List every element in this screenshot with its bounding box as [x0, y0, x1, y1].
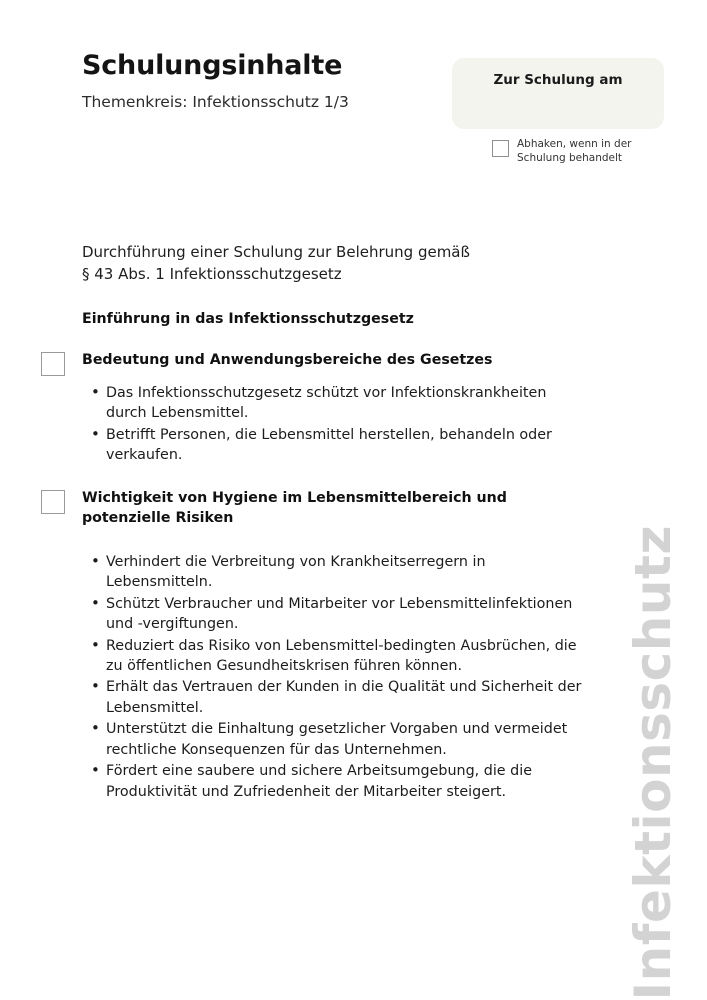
topic-bullets-2	[82, 552, 602, 802]
list-item: • Fördert eine saubere und sichere Arbeitsumgebung, die die Produktivität und Zufriedenheit der Mitarbeiter steigert.	[106, 761, 586, 802]
topic-checkbox-2[interactable]	[41, 490, 65, 514]
list-item: • Reduziert das Risiko von Lebensmittel-bedingten Ausbrüchen, die zu öffentlichen Gesundheitskrisen führen können.	[106, 636, 586, 677]
intro-line-2: § 43 Abs. 1 Infektionsschutzgesetz	[82, 264, 342, 283]
abhaken-checkbox[interactable]	[492, 140, 509, 157]
training-date-label: Zur Schulung am	[493, 72, 623, 88]
page-title: Schulungsinhalte	[82, 50, 343, 81]
intro-paragraph	[82, 242, 602, 286]
topic-block-1	[82, 351, 602, 370]
document-content	[82, 50, 632, 803]
document-header	[82, 50, 632, 164]
section-title: Einführung in das Infektionsschutzgesetz	[82, 310, 414, 327]
list-item: • Betrifft Personen, die Lebensmittel herstellen, behandeln oder verkaufen.	[106, 425, 586, 466]
list-item: • Verhindert die Verbreitung von Krankheitserregern in Lebensmitteln.	[106, 552, 586, 593]
topic-block-2	[82, 489, 602, 527]
abhaken-note	[492, 138, 682, 165]
list-item: • Unterstützt die Einhaltung gesetzlicher Vorgaben und vermeidet rechtliche Konsequenzen für das Unternehmen.	[106, 719, 586, 760]
abhaken-label: Abhaken, wenn in der Schulung behandelt	[517, 138, 632, 164]
intro-line-1: Durchführung einer Schulung zur Belehrung gemäß	[82, 243, 470, 261]
training-date-box[interactable]	[452, 58, 664, 129]
topic-heading-2: Wichtigkeit von Hygiene im Lebensmittelbereich und potenzielle Risiken	[82, 490, 507, 526]
list-item: • Schützt Verbraucher und Mitarbeiter vor Lebensmittelinfektionen und -vergiftungen.	[106, 594, 586, 635]
topic-bullets-1	[82, 383, 602, 466]
list-item: • Das Infektionsschutzgesetz schützt vor Infektionskrankheiten durch Lebensmittel.	[106, 383, 586, 424]
topic-checkbox-1[interactable]	[41, 352, 65, 376]
page-subtitle: Themenkreis: Infektionsschutz 1/3	[82, 93, 349, 112]
watermark-text: Infektionsschutz	[624, 524, 682, 1000]
topic-heading-1: Bedeutung und Anwendungsbereiche des Gesetzes	[82, 351, 493, 368]
list-item: • Erhält das Vertrauen der Kunden in die Qualität und Sicherheit der Lebensmittel.	[106, 677, 586, 718]
